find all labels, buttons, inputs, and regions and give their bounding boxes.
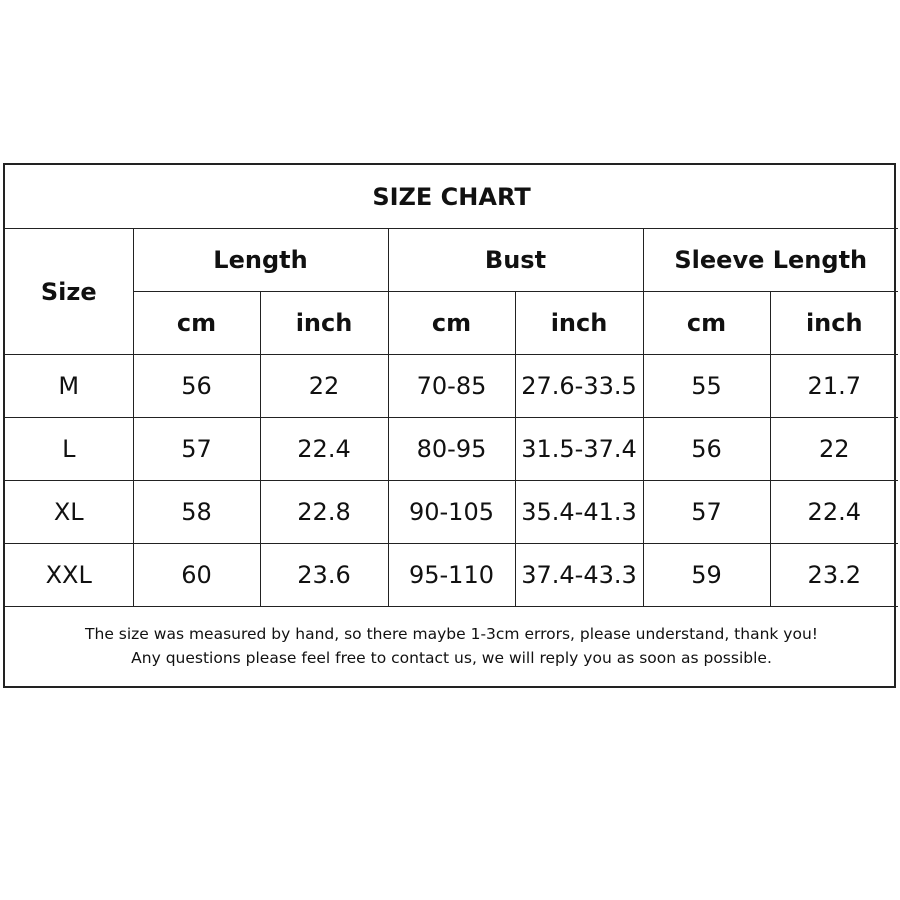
table-row <box>5 355 898 418</box>
measurement-note <box>5 607 898 686</box>
unit-header-inch: inch <box>260 292 388 355</box>
table-cell: 37.4-43.3 <box>515 544 643 607</box>
table-cell: 22.4 <box>260 418 388 481</box>
table-cell: 31.5-37.4 <box>515 418 643 481</box>
note-line: The size was measured by hand, so there maybe 1-3cm errors, please understand, thank you! <box>85 625 818 643</box>
table-cell: 22.8 <box>260 481 388 544</box>
table-cell: 23.6 <box>260 544 388 607</box>
note-line: Any questions please feel free to contact us, we will reply you as soon as possible. <box>131 649 772 667</box>
table-cell: 57 <box>133 418 260 481</box>
table-cell: 60 <box>133 544 260 607</box>
table-row <box>5 481 898 544</box>
table-cell: 56 <box>133 355 260 418</box>
sleeve-length-header: Sleeve Length <box>643 229 898 292</box>
length-header: Length <box>133 229 388 292</box>
unit-header-cm: cm <box>643 292 770 355</box>
unit-header-inch: inch <box>770 292 898 355</box>
unit-header-cm: cm <box>388 292 515 355</box>
size-label: M <box>5 355 133 418</box>
size-chart <box>3 163 896 688</box>
table-row <box>5 418 898 481</box>
table-cell: 95-110 <box>388 544 515 607</box>
table-cell: 27.6-33.5 <box>515 355 643 418</box>
table-cell: 90-105 <box>388 481 515 544</box>
table-cell: 80-95 <box>388 418 515 481</box>
table-cell: 57 <box>643 481 770 544</box>
chart-title: SIZE CHART <box>5 165 898 229</box>
size-label: XL <box>5 481 133 544</box>
bust-header: Bust <box>388 229 643 292</box>
unit-header-inch: inch <box>515 292 643 355</box>
size-label: L <box>5 418 133 481</box>
table-cell: 22.4 <box>770 481 898 544</box>
table-cell: 55 <box>643 355 770 418</box>
size-label: XXL <box>5 544 133 607</box>
table-cell: 59 <box>643 544 770 607</box>
size-table <box>5 165 898 685</box>
table-cell: 22 <box>770 418 898 481</box>
table-cell: 70-85 <box>388 355 515 418</box>
unit-header-cm: cm <box>133 292 260 355</box>
table-row <box>5 544 898 607</box>
table-cell: 22 <box>260 355 388 418</box>
size-column-header: Size <box>5 229 133 355</box>
table-cell: 23.2 <box>770 544 898 607</box>
table-cell: 56 <box>643 418 770 481</box>
table-cell: 58 <box>133 481 260 544</box>
table-cell: 21.7 <box>770 355 898 418</box>
table-cell: 35.4-41.3 <box>515 481 643 544</box>
